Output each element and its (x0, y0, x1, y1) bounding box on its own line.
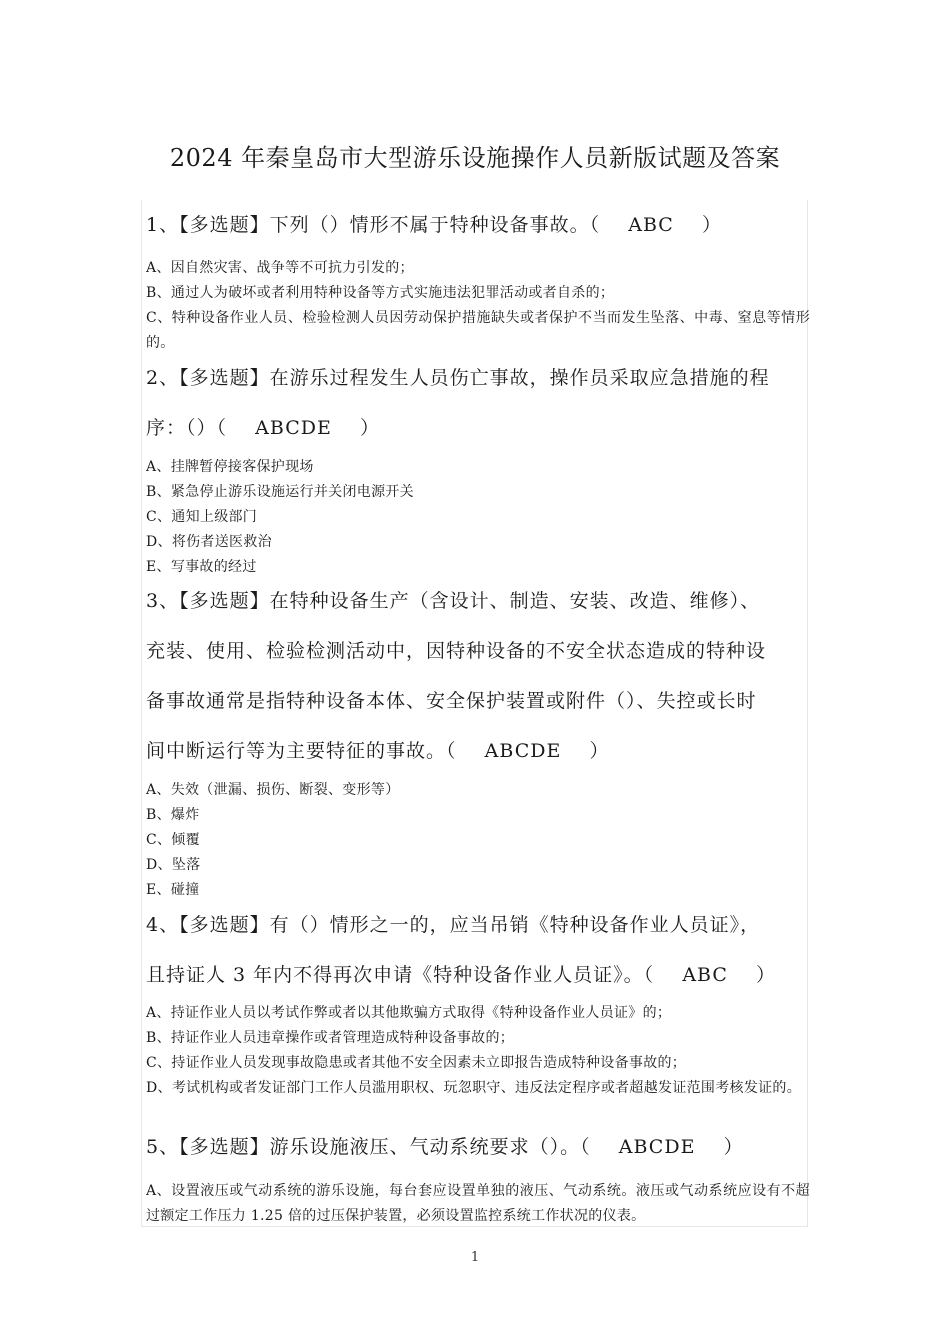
option-a: A、因自然灾害、战争等不可抗力引发的； (146, 260, 414, 276)
question-3-options (146, 778, 810, 903)
question-text-line: 充装、使用、检验检测活动中，因特种设备的不安全状态造成的特种设 (146, 640, 767, 662)
option-d: D、考试机构或者发证部门工作人员滥用职权、玩忽职守、违反法定程序或者超越发证范围考核发证的。 (146, 1080, 802, 1096)
question-text-line: 在特种设备生产（含设计、制造、安装、改造、维修）、 (269, 590, 761, 612)
option-a: A、挂牌暂停接客保护现场 (146, 459, 314, 475)
question-1-stem (146, 200, 810, 250)
option-b: B、爆炸 (146, 807, 200, 823)
question-number: 5、 (146, 1136, 180, 1158)
question-text-line: 备事故通常是指特种设备本体、安全保护装置或附件（）、失控或长时 (146, 690, 757, 712)
question-number: 1、 (146, 214, 180, 236)
option-d: D、将伤者送医救治 (146, 534, 272, 550)
page-title: 2024 年秦皇岛市大型游乐设施操作人员新版试题及答案 (169, 144, 781, 172)
question-type-tag: 【多选题】 (179, 1136, 270, 1158)
option-b: B、通过人为破坏或者利用特种设备等方式实施违法犯罪活动或者自杀的； (146, 285, 615, 301)
option-a: A、失效（泄漏、损伤、断裂、变形等） (146, 782, 400, 798)
question-type-tag: 【多选题】 (179, 214, 270, 236)
option-a: A、设置液压或气动系统的游乐设施，每台套应设置单独的液压、气动系统。液压或气动系统应设有不超过额定工作压力 1.25 倍的过压保护装置，必须设置监控系统工作状况的仪表。 (146, 1183, 810, 1224)
question-type-tag: 【多选题】 (179, 367, 270, 389)
question-4-stem (146, 900, 810, 1000)
question-5-stem (146, 1122, 810, 1172)
question-text-line: 在游乐过程发生人员伤亡事故，操作员采取应急措施的程 (269, 367, 770, 389)
option-a: A、持证作业人员以考试作弊或者以其他欺骗方式取得《特种设备作业人员证》的； (146, 1005, 672, 1021)
question-1-options (146, 256, 810, 356)
question-type-tag: 【多选题】 (179, 914, 270, 936)
question-text-line: 有（）情形之一的，应当吊销《特种设备作业人员证》， (269, 914, 761, 936)
option-e: E、碰撞 (146, 882, 200, 898)
option-b: B、紧急停止游乐设施运行并关闭电源开关 (146, 484, 414, 500)
question-text-line: 序：（）（ ABCDE ） (146, 417, 380, 439)
question-text-line: 间中断运行等为主要特征的事故。（ ABCDE ） (146, 740, 610, 762)
option-e: E、写事故的经过 (146, 559, 257, 575)
question-number: 2、 (146, 367, 180, 389)
question-2-options (146, 455, 810, 580)
page-number: 1 (470, 1250, 480, 1265)
question-number: 3、 (146, 590, 180, 612)
question-2-stem (146, 353, 810, 453)
option-b: B、持证作业人员违章操作或者管理造成特种设备事故的； (146, 1030, 515, 1046)
question-3-stem (146, 576, 810, 776)
option-c: C、倾覆 (146, 832, 200, 848)
question-text-line: 下列（）情形不属于特种设备事故。（ ABC ） (269, 214, 723, 236)
question-5-options (146, 1179, 810, 1229)
question-list (141, 200, 808, 1227)
option-c: C、特种设备作业人员、检验检测人员因劳动保护措施缺失或者保护不当而发生坠落、中毒、窒息等情形的。 (146, 310, 810, 351)
option-d: D、坠落 (146, 857, 201, 873)
question-text-line: 且持证人 3 年内不得再次申请《特种设备作业人员证》。（ ABC ） (146, 964, 777, 986)
question-4-options (146, 1001, 810, 1101)
question-number: 4、 (146, 914, 180, 936)
question-type-tag: 【多选题】 (179, 590, 270, 612)
option-c: C、通知上级部门 (146, 509, 258, 525)
option-c: C、持证作业人员发现事故隐患或者其他不安全因素未立即报告造成特种设备事故的； (146, 1055, 687, 1071)
question-text-line: 游乐设施液压、气动系统要求（）。（ ABCDE ） (269, 1136, 744, 1158)
